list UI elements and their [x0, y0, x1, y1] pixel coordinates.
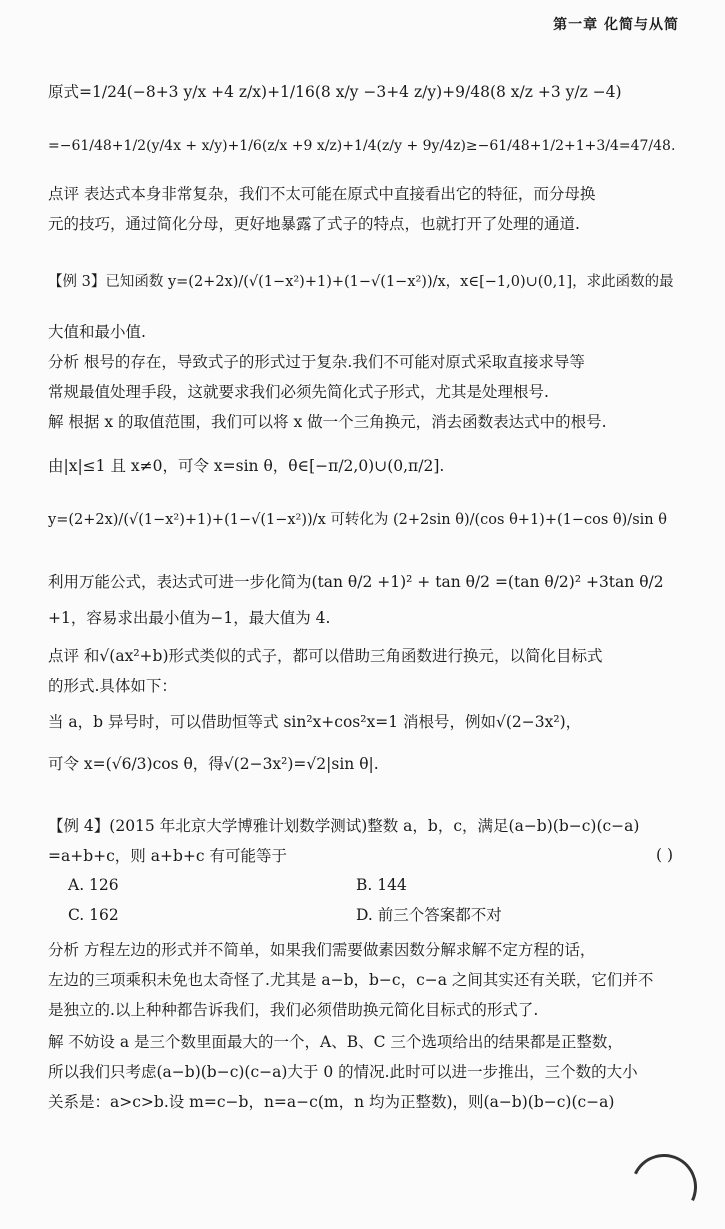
- paragraph-line: 关系是：a>c>b.设 m=c−b，n=a−c(m，n 均为正整数)，则(a−b)(b−c)(c−a): [48, 1093, 615, 1111]
- paragraph-line: +1，容易求出最小值为−1，最大值为 4.: [48, 609, 331, 627]
- paragraph-line: 大值和最小值.: [48, 323, 146, 341]
- option-d: D. 前三个答案都不对: [356, 906, 502, 924]
- paragraph-line: 的形式.具体如下：: [48, 677, 177, 695]
- option-a: A. 126: [68, 876, 119, 894]
- paragraph-line: 分析 根号的存在，导致式子的形式过于复杂.我们不可能对原式采取直接求导等: [48, 353, 585, 371]
- running-header: 第一章 化简与从简: [553, 17, 679, 33]
- paragraph-line: 解 不妨设 a 是三个数里面最大的一个，A、B、C 三个选项给出的结果都是正整数，: [48, 1033, 623, 1051]
- example-3-title: 【例 3】已知函数 y=(2+2x)/(√(1−x²)+1)+(1−√(1−x²))/x，x∈[−1,0)∪(0,1]，求此函数的最: [48, 274, 674, 290]
- option-b: B. 144: [356, 876, 407, 894]
- formula-line: =−61/48+1/2(y/4x + x/y)+1/6(z/x +9 x/z)+1/4(z/y + 9y/4z)≥−61/48+1/2+1+3/4=47/48.: [48, 138, 676, 154]
- formula-line: 当 a，b 异号时，可以借助恒等式 sin²x+cos²x=1 消根号，例如√(2−3x²)，: [48, 713, 582, 731]
- formula-line: 可令 x=(√6/3)cos θ，得√(2−3x²)=√2|sin θ|.: [48, 755, 379, 773]
- formula-line: 利用万能公式，表达式可进一步化简为(tan θ/2 +1)² + tan θ/2 =(tan θ/2)² +3tan θ/2: [48, 573, 664, 591]
- paragraph-line: 所以我们只考虑(a−b)(b−c)(c−a)大于 0 的情况.此时可以进一步推出，三个数的大小: [48, 1063, 638, 1081]
- formula-line: 原式=1/24(−8+3 y/x +4 z/x)+1/16(8 x/y −3+4 z/y)+9/48(8 x/z +3 y/z −4): [48, 83, 622, 101]
- paragraph-line: 点评 表达式本身非常复杂，我们不太可能在原式中直接看出它的特征，而分母换: [48, 185, 596, 203]
- paragraph-line: 常规最值处理手段，这就要求我们必须先简化式子形式，尤其是处理根号.: [48, 383, 549, 401]
- page-corner-ornament: [622, 1145, 707, 1229]
- formula-line: 由|x|≤1 且 x≠0，可令 x=sin θ，θ∈[−π/2,0)∪(0,π/2].: [48, 457, 445, 475]
- paragraph-line: 元的技巧，通过简化分母，更好地暴露了式子的特点，也就打开了处理的通道.: [48, 215, 580, 233]
- option-c: C. 162: [68, 906, 119, 924]
- paragraph-line: 分析 方程左边的形式并不简单，如果我们需要做素因数分解求解不定方程的话，: [48, 941, 596, 959]
- example-4-title: 【例 4】(2015 年北京大学博雅计划数学测试)整数 a，b，c，满足(a−b)(b−c)(c−a): [48, 817, 640, 835]
- paragraph-line: 是独立的.以上种种都告诉我们，我们必须借助换元简化目标式的形式了.: [48, 1001, 539, 1019]
- formula-line: y=(2+2x)/(√(1−x²)+1)+(1−√(1−x²))/x 可转化为 (2+2sin θ)/(cos θ+1)+(1−cos θ)/sin θ: [48, 512, 667, 528]
- paragraph-line: 解 根据 x 的取值范围，我们可以将 x 做一个三角换元，消去函数表达式中的根号.: [48, 413, 607, 431]
- paragraph-line: 左边的三项乘积未免也太奇怪了.尤其是 a−b，b−c，c−a 之间其实还有关联，它们并不: [48, 971, 654, 989]
- answer-bracket: ( ): [655, 846, 673, 864]
- paragraph-line: 点评 和√(ax²+b)形式类似的式子，都可以借助三角函数进行换元，以简化目标式: [48, 647, 603, 665]
- paragraph-line: =a+b+c，则 a+b+c 有可能等于: [48, 847, 287, 865]
